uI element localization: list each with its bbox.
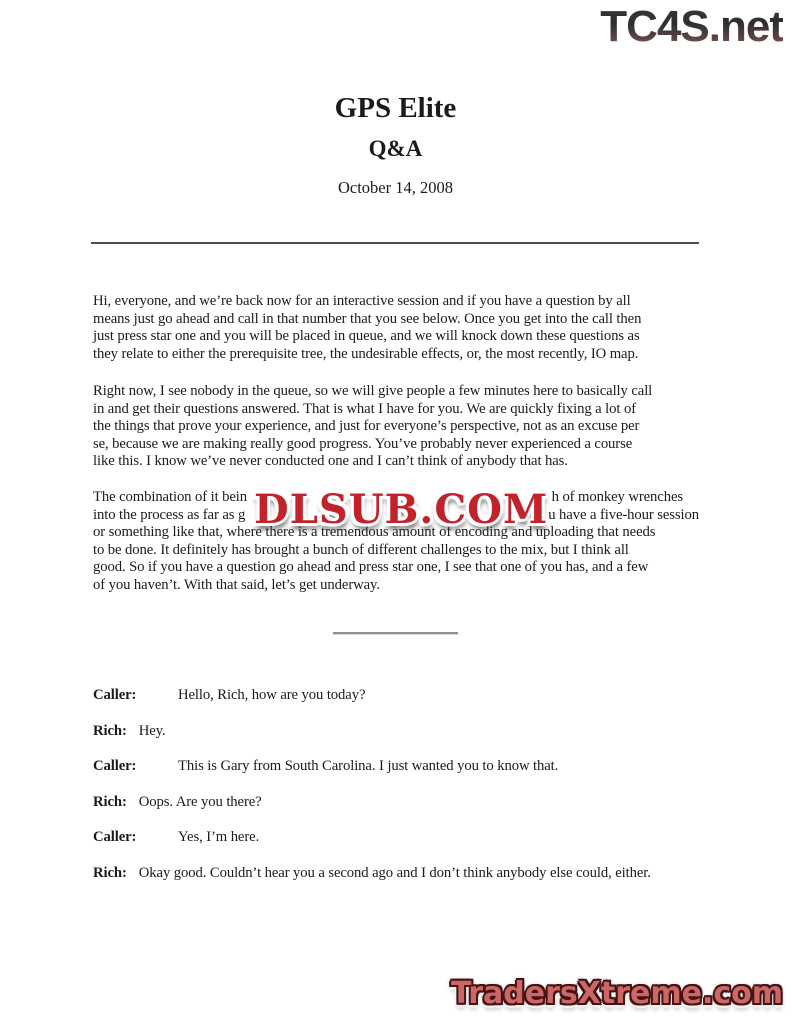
text-line [93,328,700,346]
dialogue-text: Okay good. Couldn’t hear you a second ago and I don’t think anybody else could, either. [138,864,651,881]
dialogue-section [93,687,733,901]
speaker-label: Rich: [93,793,127,810]
dialogue-text: Yes, I’m here. [178,829,260,846]
tradersxtreme-logo: TradersXtreme.com [451,976,783,1011]
text-line [93,453,700,471]
line-text: or something like that, where there is a tremendous amount of encoding and uploading that needs [93,524,656,541]
dialogue-text: Oops. Are you there? [138,793,262,810]
text-line [93,383,700,401]
paragraph-1 [93,293,700,363]
speaker-label: Caller: [93,829,137,846]
line-text: Hi, everyone, and we’re back now for an interactive session and if you have a question by all [93,293,631,309]
line-text: Right now, I see nobody in the queue, so we will give people a few minutes here to basically call [93,383,653,399]
line-text: like this. I know we’ve never conducted one and I can’t think of anybody that has. [93,453,568,470]
text-line [93,559,700,577]
paragraph-2 [93,383,700,471]
section-divider [333,632,458,635]
dialogue-line [93,865,733,883]
doc-title: GPS Elite [334,92,457,124]
text-line [93,311,700,329]
text-line [93,346,700,364]
dialogue-line [93,758,733,776]
line-text-right-fragment: h of monkey wrenches [551,489,683,505]
line-text-left-fragment: into the process as far as g [93,506,246,523]
dlsub-watermark: DLSUB.COM [254,486,549,533]
doc-subtitle: Q&A [368,136,423,161]
text-line [93,418,700,436]
doc-date: October 14, 2008 [337,178,454,197]
line-text: they relate to either the prerequisite tree, the undesirable effects, or, the most recently, IO map. [93,345,639,362]
line-text: just press star one and you will be placed in queue, and we will knock down these questions as [93,328,640,345]
text-line [93,401,700,419]
dialogue-line [93,829,733,847]
text-line [93,436,700,454]
speaker-label: Rich: [93,864,127,881]
line-text-left-fragment: The combination of it bein [93,489,248,505]
dialogue-line [93,687,733,705]
dialogue-text: Hey. [138,722,166,739]
dialogue-text: Hello, Rich, how are you today? [178,687,366,703]
line-text: the things that prove your experience, and just for everyone’s perspective, not as an excuse per [93,418,640,435]
line-text: se, because we are making really good progress. You’ve probably never experienced a course [93,435,633,452]
dialogue-line [93,723,733,741]
line-text: of you haven’t. With that said, let’s get underway. [93,576,380,593]
line-text-right-fragment: u have a five-hour session [548,506,699,523]
text-line [93,577,700,595]
dialogue-line [93,794,733,812]
text-line [93,542,700,560]
text-line [93,293,700,311]
line-text: to be done. It definitely has brought a bunch of different challenges to the mix, but I think all [93,541,629,558]
dialogue-text: This is Gary from South Carolina. I just wanted you to know that. [178,758,559,775]
tc4s-logo: TC4S.net [600,2,783,51]
line-text: means just go ahead and call in that number that you see below. Once you get into the call then [93,310,642,327]
line-text: good. So if you have a question go ahead and press star one, I see that one of you has, and a few [93,559,649,576]
horizontal-rule [91,242,699,244]
line-text: in and get their questions answered. That is what I have for you. We are quickly fixing a lot of [93,400,636,417]
speaker-label: Rich: [93,722,127,739]
speaker-label: Caller: [93,687,137,703]
speaker-label: Caller: [93,758,137,775]
